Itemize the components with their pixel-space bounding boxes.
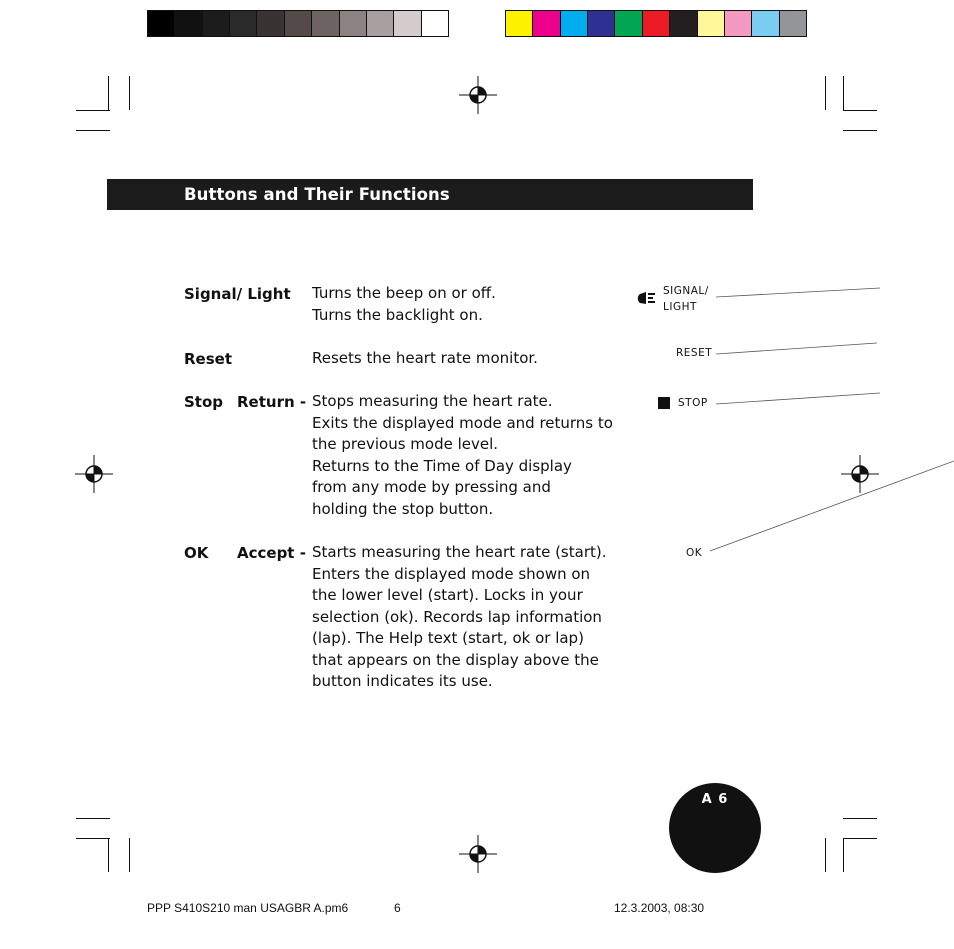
term-return: Return - — [237, 393, 307, 411]
reset-label: RESET — [676, 347, 713, 359]
term-reset: Reset — [184, 350, 232, 368]
reset-leader-line — [716, 343, 877, 354]
desc-line: Turns the beep on or off. — [312, 284, 496, 302]
ok-leader-line — [710, 461, 954, 551]
term-accept: Accept - — [237, 544, 306, 562]
desc-line: button indicates its use. — [312, 672, 493, 690]
desc-line: Returns to the Time of Day display — [312, 456, 572, 475]
page-badge-label: A 6 — [701, 792, 729, 807]
light-label: LIGHT — [663, 301, 697, 313]
desc-line: the lower level (start). Locks in your — [312, 586, 583, 604]
desc-line: Turns the backlight on. — [312, 305, 483, 324]
desc-line: selection (ok). Records lap information — [312, 607, 602, 626]
page-badge — [669, 783, 761, 873]
desc-line: Stops measuring the heart rate. — [312, 392, 553, 410]
term-ok: OK — [184, 544, 209, 562]
footer-file: PPP S410S210 man USAGBR A.pm6 — [147, 901, 349, 915]
footer-timestamp: 12.3.2003, 08:30 — [614, 901, 705, 915]
desc-line: Enters the displayed mode shown on — [312, 564, 591, 583]
term-signal-light: Signal/ Light — [184, 285, 291, 303]
desc-line: (lap). The Help text (start, ok or lap) — [312, 629, 584, 647]
desc-line: holding the stop button. — [312, 499, 494, 518]
desc-line: the previous mode level. — [312, 435, 499, 453]
signal-label: SIGNAL/ — [663, 285, 709, 297]
desc-line: Exits the displayed mode and returns to — [312, 413, 613, 432]
ok-label: OK — [686, 547, 703, 559]
stop-leader-line — [716, 393, 880, 404]
section-title: Buttons and Their Functions — [184, 185, 450, 204]
stop-label: STOP — [678, 397, 708, 409]
desc-line: that appears on the display above the — [312, 650, 599, 669]
desc-line: Resets the heart rate monitor. — [312, 349, 538, 367]
footer-page: 6 — [394, 901, 401, 915]
desc-line: Starts measuring the heart rate (start). — [312, 543, 607, 561]
signal-leader-line — [716, 288, 880, 297]
term-stop: Stop — [184, 393, 224, 411]
desc-line: from any mode by pressing and — [312, 478, 551, 496]
